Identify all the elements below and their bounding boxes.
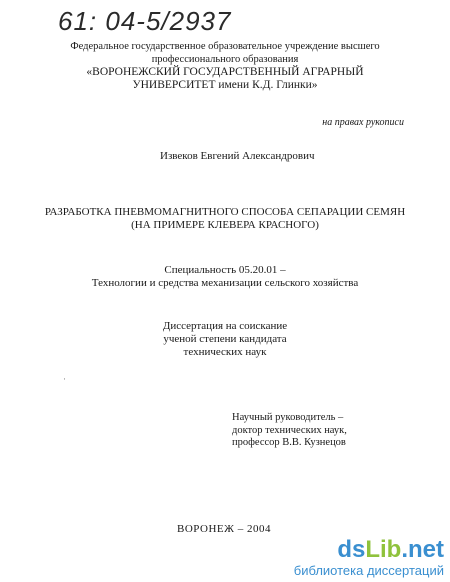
- title-line: РАЗРАБОТКА ПНЕВМОМАГНИТНОГО СПОСОБА СЕПАРАЦИИ СЕМЯН: [44, 206, 406, 218]
- watermark-subtitle: библиотека диссертаций: [293, 563, 444, 578]
- archive-number: 61: 04-5/2937: [58, 6, 232, 36]
- specialty-code: Специальность 05.20.01 –: [164, 264, 286, 276]
- institution-header: [0, 40, 450, 92]
- author-name: Извеков Евгений Александрович: [160, 150, 315, 162]
- advisor-line: доктор технических наук,: [232, 424, 347, 436]
- degree-block: [0, 320, 450, 359]
- degree-line: ученой степени кандидата: [163, 333, 287, 345]
- specialty-name: Технологии и средства механизации сельского хозяйства: [91, 277, 359, 289]
- institution-line: профессионального образования: [151, 54, 299, 65]
- institution-name: УНИВЕРСИТЕТ имени К.Д. Глинки»: [132, 79, 318, 91]
- advisor-line: профессор В.В. Кузнецов: [232, 437, 346, 448]
- logo-ds: ds: [337, 536, 366, 563]
- advisor-block: [232, 412, 347, 450]
- dissertation-title: [0, 206, 450, 232]
- rights-note: на правах рукописи: [322, 117, 404, 128]
- scan-speck: ·: [63, 374, 66, 384]
- degree-line: Диссертация на соискание: [162, 320, 288, 332]
- institution-name: «ВОРОНЕЖСКИЙ ГОСУДАРСТВЕННЫЙ АГРАРНЫЙ: [86, 66, 364, 78]
- institution-line: Федеральное государственное образовательное учреждение высшего: [70, 41, 380, 52]
- dslib-logo: [294, 537, 444, 563]
- advisor-line: Научный руководитель –: [232, 412, 344, 423]
- title-line: (НА ПРИМЕРЕ КЛЕВЕРА КРАСНОГО): [131, 219, 319, 231]
- degree-line: технических наук: [183, 346, 267, 358]
- specialty-block: [0, 264, 450, 290]
- city-year: ВОРОНЕЖ – 2004: [177, 523, 271, 535]
- logo-lib: Lib: [365, 536, 402, 563]
- logo-net: .net: [401, 536, 444, 563]
- dslib-watermark[interactable]: [294, 537, 444, 578]
